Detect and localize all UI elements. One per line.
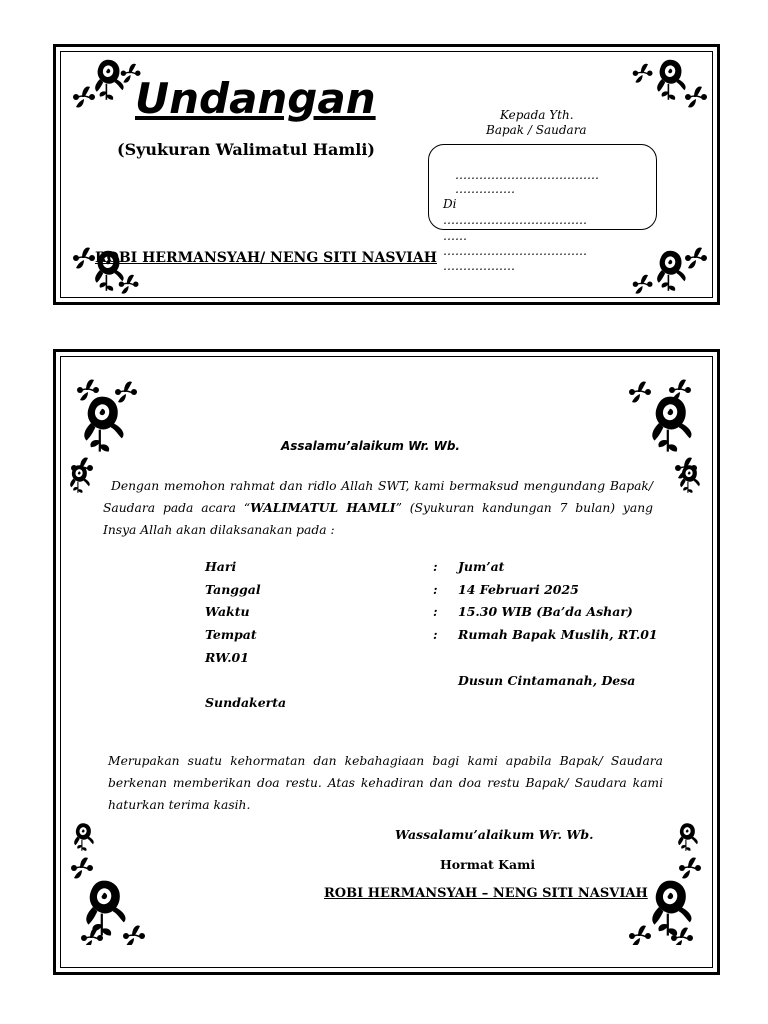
detail-hari-label: Hari — [205, 559, 237, 574]
detail-tanggal-label: Tanggal — [205, 582, 261, 597]
flower-ornament-icon — [70, 240, 150, 295]
closing-greeting: Wassalamu’alaikum Wr. Wb. — [395, 827, 594, 842]
detail-tanggal-value: 14 Februari 2025 — [458, 582, 579, 597]
recipient-address-line-cont: ……………… — [443, 259, 515, 273]
recipient-address-line: ……………………………… — [443, 244, 587, 258]
signature-names: ROBI HERMANSYAH – NENG SITI NASVIAH — [324, 886, 648, 901]
flower-ornament-icon — [628, 240, 708, 295]
flower-ornament-icon — [618, 820, 703, 945]
hormat-kami: Hormat Kami — [440, 857, 536, 872]
recipient-kepada: Kepada Yth. — [500, 108, 574, 122]
opening-paragraph — [103, 475, 653, 541]
detail-waktu-label: Waktu — [205, 604, 250, 619]
recipient-di-label: Di — [443, 197, 457, 211]
greeting: Assalamu’alaikum Wr. Wb. — [281, 439, 460, 453]
flower-ornament-icon — [68, 820, 153, 945]
invitation-subtitle: (Syukuran Walimatul Hamli) — [117, 140, 375, 159]
detail-tempat-label: Tempat — [205, 627, 257, 642]
recipient-bapak: Bapak / Saudara — [486, 123, 587, 137]
opening-text: Dengan memohon rahmat dan ridlo Allah SWT, kami bermaksud mengundang Bapak/ Saudara pada acara “ — [103, 479, 653, 515]
recipient-address-line: ……………………………… — [443, 213, 587, 227]
detail-colon: : — [433, 559, 438, 574]
recipient-address-line-cont: …… — [443, 229, 467, 243]
recipient-name-line: ……………………………… — [455, 168, 599, 182]
opening-text-cont: ” (Syukuran kandungan 7 bulan) yang Insya Allah akan dilaksanakan pada : — [103, 501, 654, 537]
detail-colon: : — [433, 627, 438, 642]
flower-ornament-icon — [628, 55, 708, 110]
recipient-name-line-cont: …………… — [455, 182, 515, 196]
detail-hari-value: Jum’at — [458, 559, 505, 574]
detail-tempat-line3: Sundakerta — [205, 695, 287, 710]
event-name: WALIMATUL HAMLI — [250, 500, 396, 515]
detail-tempat-value: Rumah Bapak Muslih, RT.01 — [458, 627, 658, 642]
detail-colon: : — [433, 604, 438, 619]
couple-names: ROBI HERMANSYAH/ NENG SITI NASVIAH — [95, 250, 437, 266]
detail-colon: : — [433, 582, 438, 597]
invitation-title: Undangan — [135, 74, 376, 123]
detail-tempat-rw: RW.01 — [205, 650, 249, 665]
closing-paragraph: Merupakan suatu kehormatan dan kebahagiaan bagi kami apabila Bapak/ Saudara berkenan memberikan doa restu. Atas kehadiran dan doa restu Bapak/ Saudara kami haturkan terima kasih. — [108, 754, 663, 812]
detail-tempat-line2: Dusun Cintamanah, Desa — [458, 673, 636, 688]
detail-waktu-value: 15.30 WIB (Ba’da Ashar) — [458, 604, 633, 619]
